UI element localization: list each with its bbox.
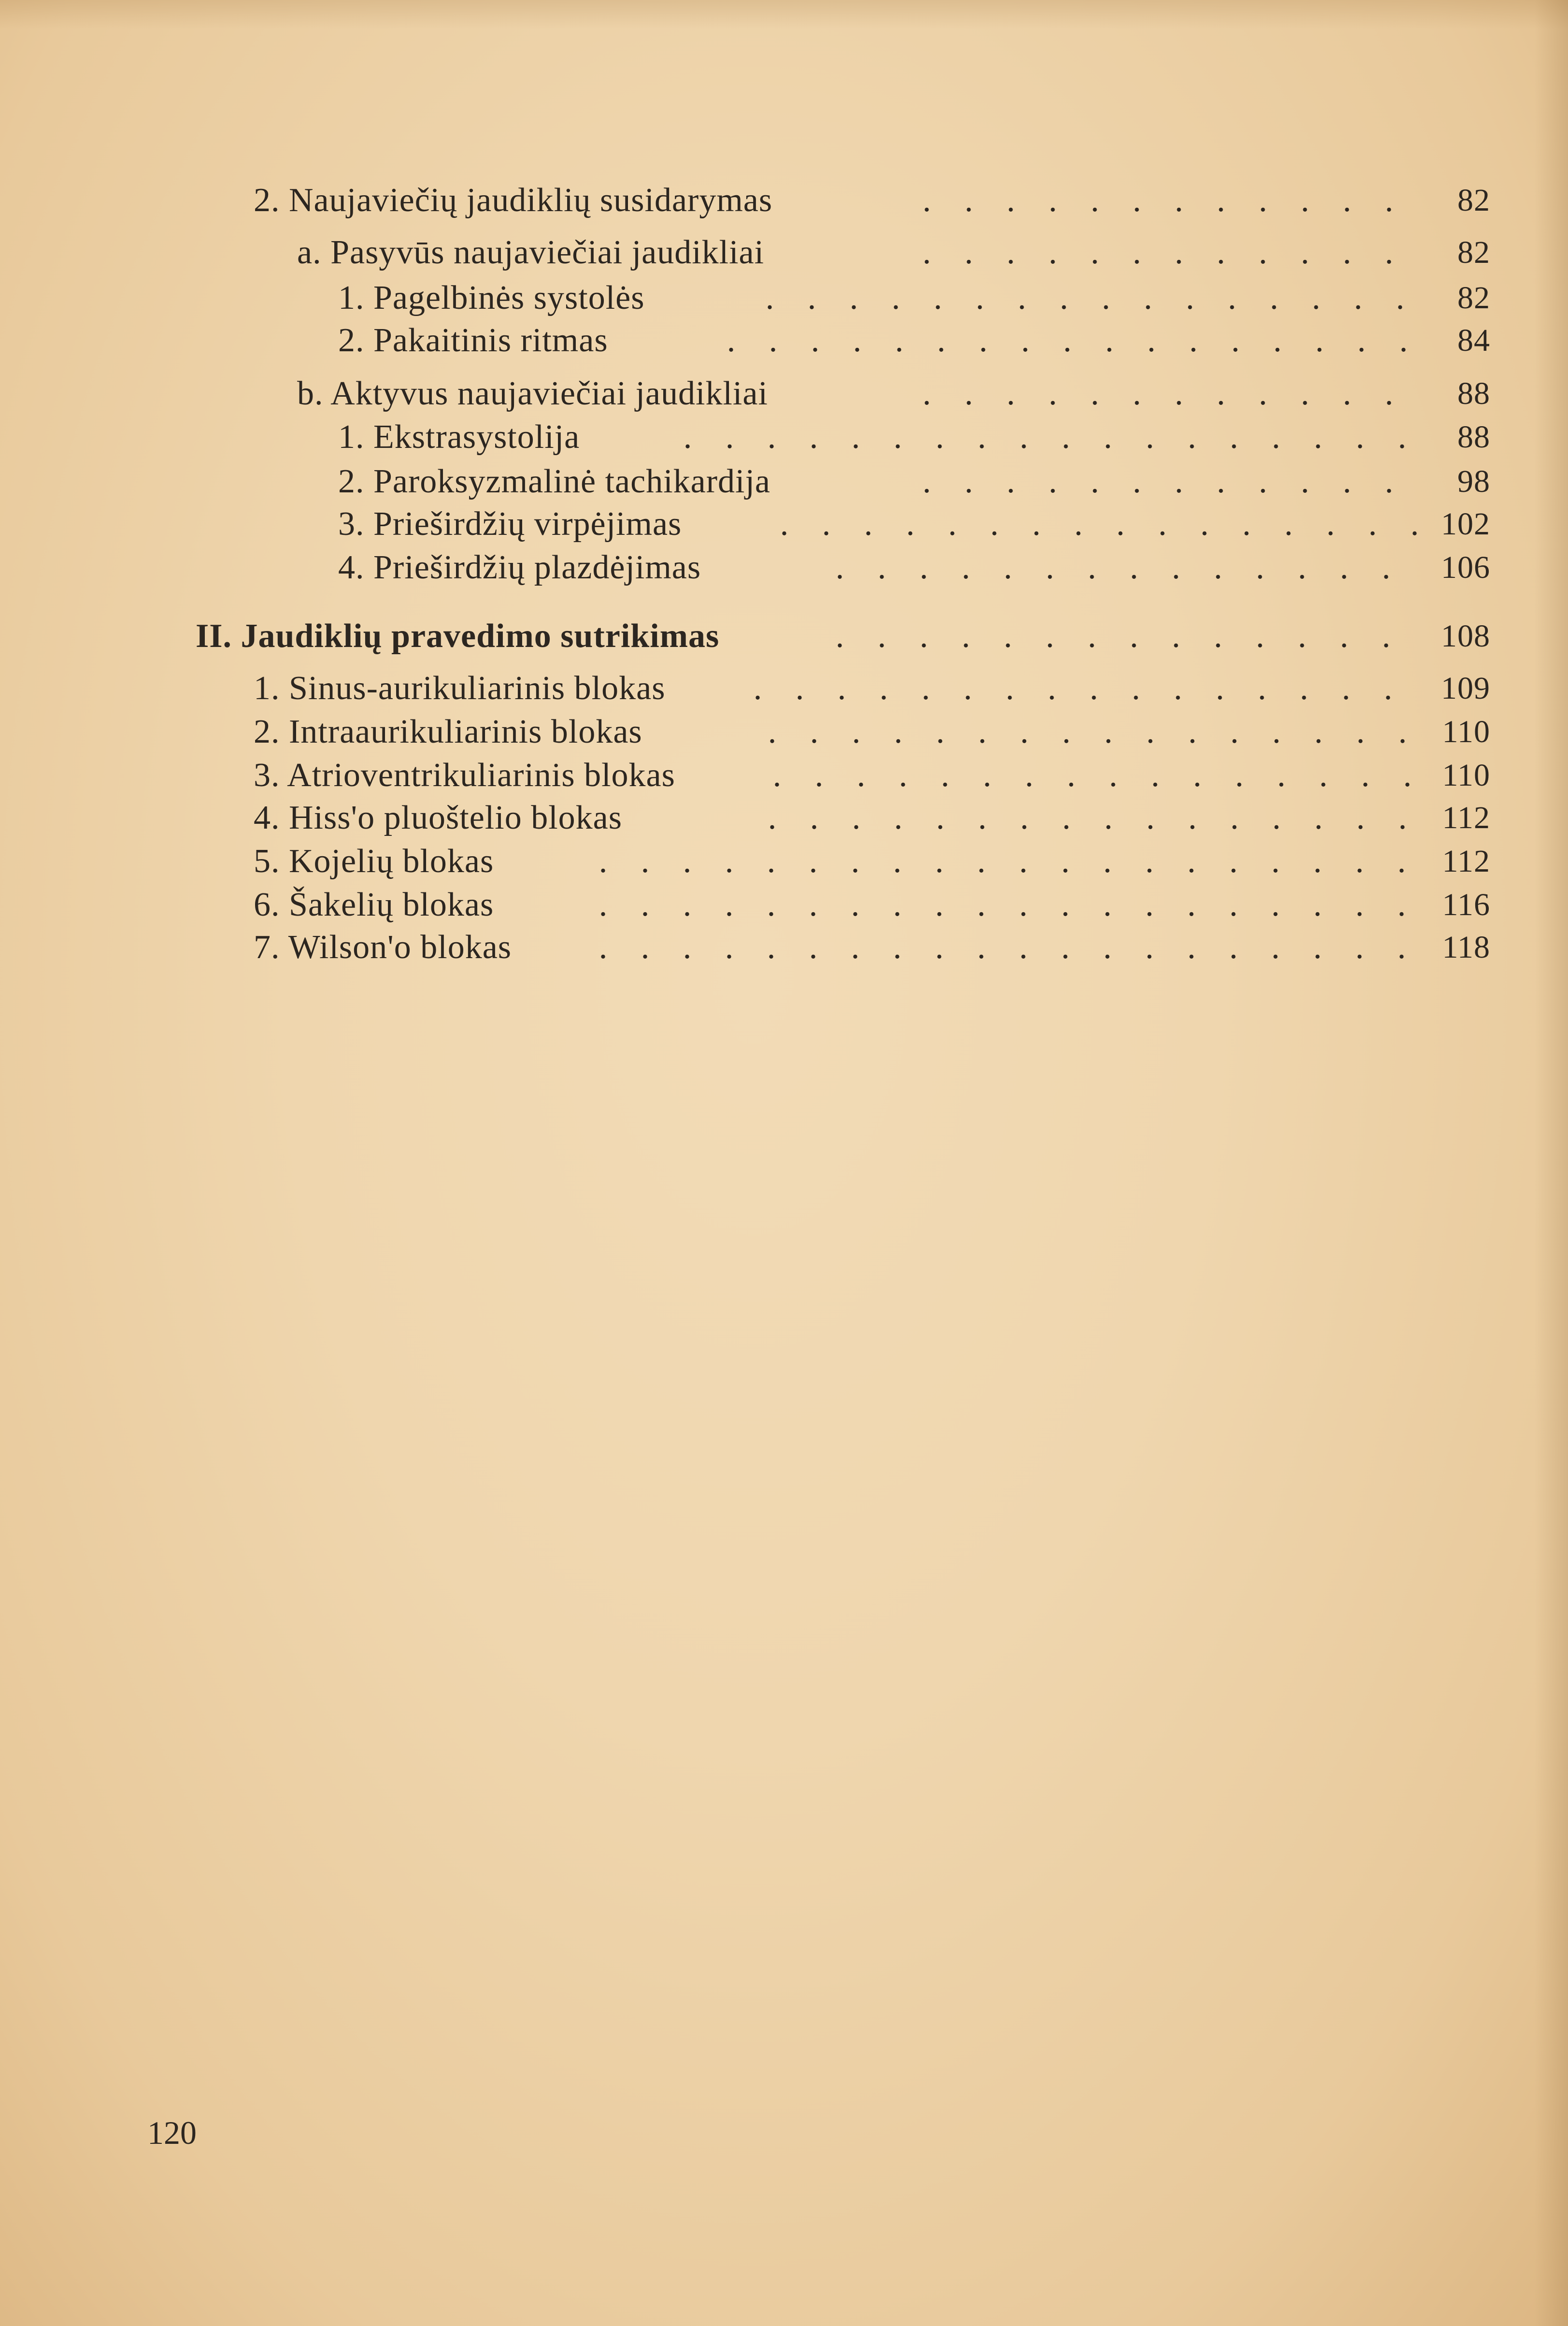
toc-entry <box>338 276 1490 320</box>
toc-leader-dots: . . . . . . . . . . . . . . . . <box>765 279 1405 316</box>
toc-leader-dots: . . . . . . . . . . . . . . . . <box>768 713 1407 750</box>
toc-leader-dots: . . . . . . . . . . . . . . . . <box>780 505 1419 543</box>
toc-entry-page: 110 <box>1442 758 1490 793</box>
toc-entry-page: 116 <box>1442 887 1490 922</box>
toc-entry <box>254 667 1490 710</box>
toc-entry <box>338 460 1490 503</box>
toc-entry <box>254 926 1490 969</box>
toc-leader-dots: . . . . . . . . . . . . . . <box>835 617 1391 655</box>
toc-entry-page: 88 <box>1457 419 1490 455</box>
toc-entry-page: 82 <box>1457 183 1490 218</box>
toc-entry <box>254 883 1490 927</box>
toc-entry-page: 109 <box>1441 671 1490 706</box>
toc-entry-label: 7. Wilson'o blokas <box>254 929 512 966</box>
toc-entry-label: 6. Šakelių blokas <box>254 886 494 923</box>
toc-entry-page: 108 <box>1441 618 1490 654</box>
toc-leader-dots: . . . . . . . . . . . . <box>922 182 1394 219</box>
toc-entry-label: 3. Atrioventrikuliarinis blokas <box>254 757 675 794</box>
toc-entry <box>338 319 1490 362</box>
toc-entry-label: 1. Pagelbinės systolės <box>338 279 645 316</box>
toc-entry-page: 88 <box>1457 376 1490 411</box>
toc-entry-label: 2. Naujaviečių jaudiklių susidarymas <box>254 182 773 219</box>
toc-entry-page: 106 <box>1441 550 1490 585</box>
toc-entry <box>297 372 1490 416</box>
toc-entry-label: 1. Sinus-aurikuliarinis blokas <box>254 670 666 707</box>
toc-entry <box>297 231 1490 274</box>
toc-entry <box>338 416 1490 459</box>
toc-leader-dots: . . . . . . . . . . . . . . . . . . . . <box>599 929 1406 966</box>
toc-leader-dots: . . . . . . . . . . . . . . . . <box>753 670 1393 707</box>
toc-entry-page: 98 <box>1457 464 1490 499</box>
toc-leader-dots: . . . . . . . . . . . . <box>922 463 1394 500</box>
toc-leader-dots: . . . . . . . . . . . . <box>922 375 1394 412</box>
toc-entry-label: II. Jaudiklių pravedimo sutrikimas <box>196 617 720 655</box>
page-number: 120 <box>147 2114 197 2151</box>
toc-entry <box>254 179 1490 222</box>
toc-entry <box>338 503 1490 546</box>
toc-leader-dots: . . . . . . . . . . . . . . . . . . <box>683 418 1407 456</box>
toc-entry <box>254 754 1490 797</box>
toc-entry <box>254 840 1490 883</box>
toc-entry-label: 3. Prieširdžių virpėjimas <box>338 505 682 543</box>
toc-entry-page: 82 <box>1457 280 1490 316</box>
toc-entry-page: 84 <box>1457 323 1490 358</box>
toc-entry-label: 5. Kojelių blokas <box>254 843 494 880</box>
toc-leader-dots: . . . . . . . . . . . . <box>922 234 1394 271</box>
toc-entry-label: 2. Paroksyzmalinė tachikardija <box>338 463 770 500</box>
page-edge-shadow-right <box>1534 0 1568 2326</box>
toc-entry-label: 4. Prieširdžių plazdėjimas <box>338 549 701 586</box>
page-edge-shadow-top <box>0 0 1568 29</box>
toc-leader-dots: . . . . . . . . . . . . . . . . . <box>727 322 1408 359</box>
toc-leader-dots: . . . . . . . . . . . . . . <box>835 549 1391 586</box>
toc-entry-label: 2. Intraaurikuliarinis blokas <box>254 713 642 750</box>
toc-entry-label: 4. Hiss'o pluoštelio blokas <box>254 799 622 836</box>
toc-entry <box>254 796 1490 840</box>
toc-leader-dots: . . . . . . . . . . . . . . . . . . . . <box>599 886 1406 923</box>
toc-entry-page: 112 <box>1442 800 1490 835</box>
toc-entry <box>254 710 1490 754</box>
toc-entry-page: 112 <box>1442 844 1490 879</box>
toc-entry-label: 1. Ekstrasystolija <box>338 418 580 456</box>
toc-entry-page: 118 <box>1442 930 1490 965</box>
toc-leader-dots: . . . . . . . . . . . . . . . . <box>772 757 1412 794</box>
toc-entry-page: 102 <box>1441 506 1490 542</box>
toc-section-heading <box>196 615 1490 658</box>
toc-entry <box>338 546 1490 589</box>
toc-entry-label: 2. Pakaitinis ritmas <box>338 322 608 359</box>
toc-entry-page: 110 <box>1442 714 1490 749</box>
toc-entry-label: a. Pasyvūs naujaviečiai jaudikliai <box>297 234 765 271</box>
toc-leader-dots: . . . . . . . . . . . . . . . . . . . . <box>599 843 1406 880</box>
toc-entry-page: 82 <box>1457 235 1490 270</box>
toc-entry-label: b. Aktyvus naujaviečiai jaudikliai <box>297 375 768 412</box>
toc-leader-dots: . . . . . . . . . . . . . . . . <box>768 799 1407 836</box>
